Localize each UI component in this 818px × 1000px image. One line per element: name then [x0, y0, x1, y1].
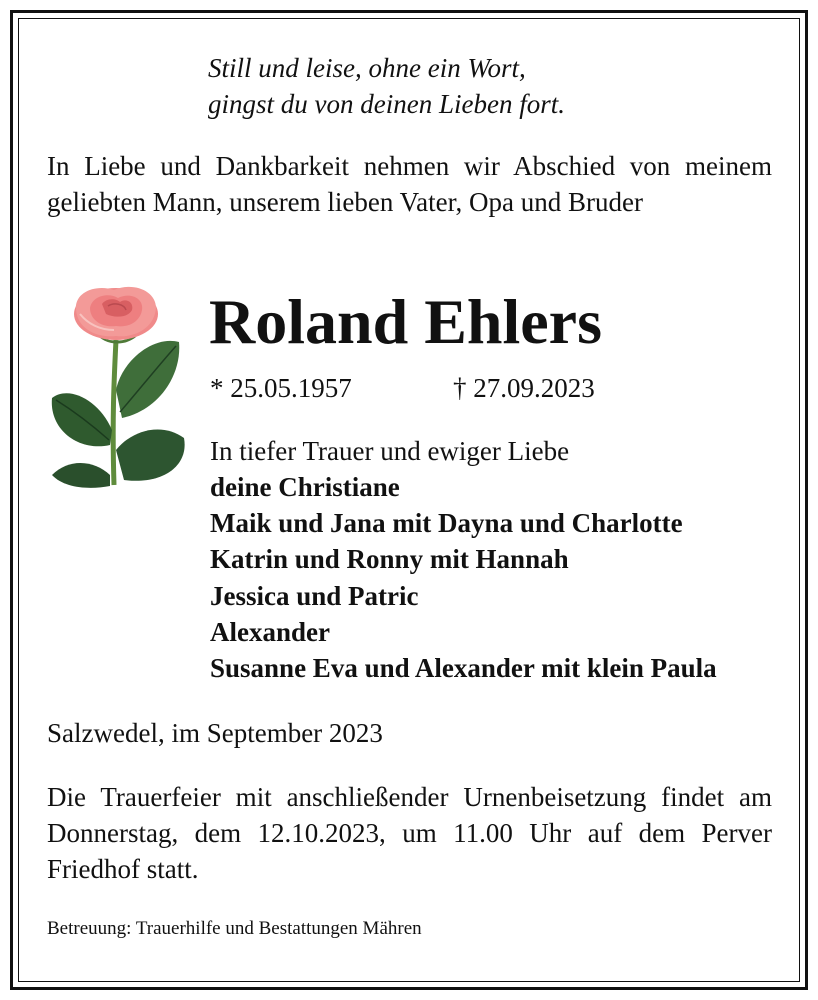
mourner: Maik und Jana mit Dayna und Charlotte — [210, 508, 683, 539]
mourning-line: In tiefer Trauer und ewiger Liebe — [210, 436, 570, 466]
mourner: Alexander — [210, 616, 330, 647]
verse-line-1: Still und leise, ohne ein Wort, — [208, 53, 526, 83]
verse-line-2: gingst du von deinen Lieben fort. — [208, 89, 565, 119]
death-date: † 27.09.2023 — [453, 373, 595, 403]
rose-icon — [44, 280, 194, 490]
rose-leaf-lower-left — [52, 463, 110, 488]
birth-date: * 25.05.1957 — [210, 373, 352, 403]
rose-leaf-lower-right — [116, 429, 185, 480]
rose-leaf-left — [52, 393, 112, 446]
care-credit: Betreuung: Trauerhilfe und Bestattungen Mähren — [47, 918, 422, 939]
intro-text: In Liebe und Dankbarkeit nehmen wir Abschied von meinem geliebten Mann, unserem lieben Vater, Opa und Bruder — [47, 151, 772, 217]
mourner: deine Christiane — [210, 472, 400, 502]
deceased-name: Roland Ehlers — [209, 286, 602, 357]
funeral-notice: Die Trauerfeier mit anschließender Urnenbeisetzung findet am Donnerstag, dem 12.10.2023, um 11.00 Uhr auf dem Perver Friedhof statt. — [47, 782, 772, 884]
mourner: Susanne Eva und Alexander mit klein Paula — [210, 653, 717, 684]
mourners-list — [210, 469, 717, 686]
place-date: Salzwedel, im September 2023 — [47, 718, 383, 748]
rose-stem — [113, 340, 116, 485]
mourner: Jessica und Patric — [210, 580, 419, 611]
verse — [208, 50, 565, 122]
mourner: Katrin und Ronny mit Hannah — [210, 544, 569, 575]
rose-petal-inner — [102, 299, 132, 316]
